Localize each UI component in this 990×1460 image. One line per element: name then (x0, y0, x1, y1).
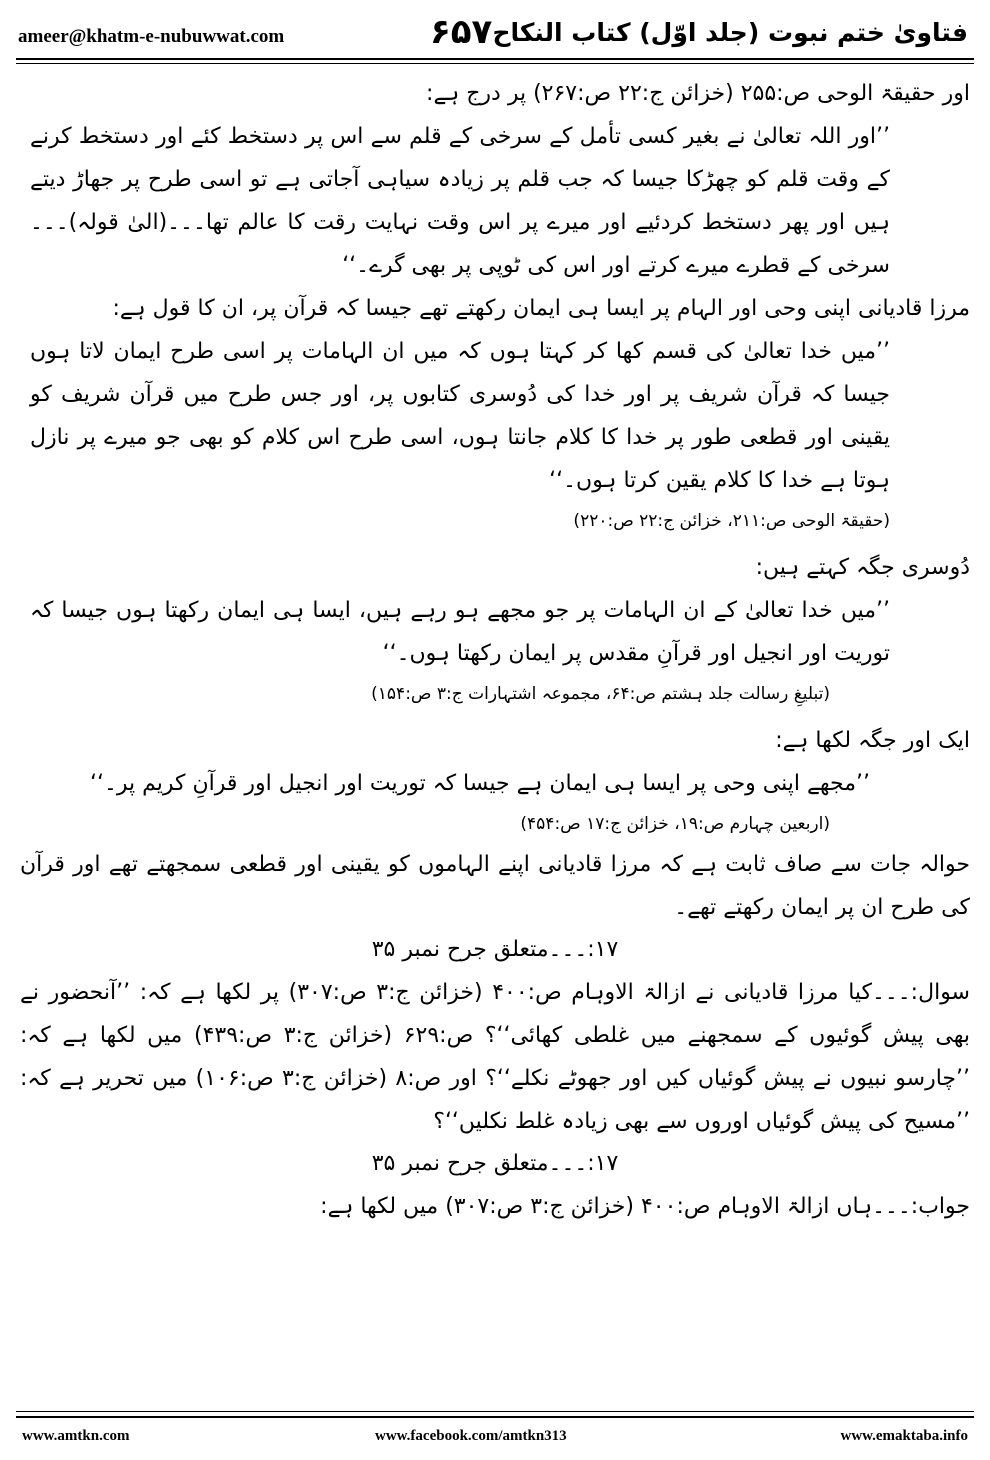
section-heading: ۱۷:۔۔۔متعلق جرح نمبر ۳۵ (371, 937, 619, 962)
footer-link-right[interactable]: www.emaktaba.info (840, 1428, 968, 1444)
header-rule (16, 58, 974, 60)
header-rule-thin (16, 63, 974, 64)
quote-1: ’’اور اللہ تعالیٰ نے بغیر کسی تأمل کے سرخی کے قلم سے اس پر دستخط کئے اور دستخط کرنے کے وقت قلم کو چھڑکا جیسا کہ جب قلم پر زیادہ سیاہی آجاتی ہے تو اسی طرح پر جھاڑ دیتے ہیں اور پھر دستخط کردئیے اور میرے پر اس وقت نہایت رقت کا عالم تھا۔۔۔(الیٰ قولہ)۔۔۔سرخی کے قطرے میرے کرتے اور اس کی ٹوپی پر بھی گرے۔‘‘ (30, 124, 890, 278)
page-body (20, 72, 970, 1402)
question-paragraph: سوال:۔۔۔کیا مرزا قادیانی نے ازالۃ الاوہام ص:۴۰۰ (خزائن ج:۳ ص:۳۰۷) پر لکھا ہے کہ: ’’آنحضور نے بھی پیش گوئیوں کے سمجھنے میں غلطی کھائی‘‘؟ ص:۶۲۹ (خزائن ج:۳ ص:۴۳۹) میں لکھا ہے کہ: ’’چارسو نبیوں نے پیش گوئیاں کیں اور جھوٹے نکلے‘‘؟ اور ص:۸ (خزائن ج:۳ ص:۱۰۶) میں تحریر ہے کہ: ’’مسیح کی پیش گوئیاں اوروں سے بھی زیادہ غلط نکلیں‘‘؟ (20, 980, 971, 1134)
reference-1: (حقیقۃ الوحی ص:۲۱۱، خزائن ج:۲۲ ص:۲۲۰) (573, 511, 890, 531)
conclusion-paragraph: حوالہ جات سے صاف ثابت ہے کہ مرزا قادیانی اپنے الہاموں کو یقینی اور قطعی سمجھتے تھے اور قرآن کی طرح ان پر ایمان رکھتے تھے۔ (20, 852, 970, 920)
intro-line: اور حقیقۃ الوحی ص:۲۵۵ (خزائن ج:۲۲ ص:۲۶۷) پر درج ہے: (426, 81, 970, 106)
footer-link-left[interactable]: www.amtkn.com (22, 1428, 130, 1444)
quote-2: ’’میں خدا تعالیٰ کی قسم کھا کر کہتا ہوں کہ میں ان الہامات پر اسی طرح ایمان لاتا ہوں جیسا کہ قرآن شریف پر اور خدا کی دُوسری کتابوں پر، اور جس طرح میں قرآن شریف کو یقینی اور قطعی طور پر خدا کا کلام جانتا ہوں، اسی طرح اس کلام کو بھی جو میرے پر نازل ہوتا ہے خدا کا کلام یقین کرتا ہوں۔‘‘ (30, 339, 890, 493)
paragraph-3: دُوسری جگہ کہتے ہیں: (755, 555, 970, 580)
answer-paragraph: جواب:۔۔۔ہاں ازالۃ الاوہام ص:۴۰۰ (خزائن ج:۳ ص:۳۰۷) میں لکھا ہے: (320, 1194, 970, 1219)
page-header (0, 0, 990, 62)
footer-rule-thin (16, 1411, 974, 1412)
paragraph-4: ایک اور جگہ لکھا ہے: (775, 728, 970, 753)
reference-3: (اربعین چہارم ص:۱۹، خزائن ج:۱۷ ص:۴۵۴) (520, 814, 830, 834)
reference-2: (تبلیغِ رسالت جلد ہشتم ص:۶۴، مجموعہ اشتہارات ج:۳ ص:۱۵۴) (371, 684, 830, 704)
footer-link-center[interactable]: www.facebook.com/amtkn313 (375, 1428, 567, 1444)
page-number: ۶۵۷ (430, 12, 493, 52)
footer-rule (16, 1416, 974, 1418)
header-email[interactable]: ameer@khatm-e-nubuwwat.com (18, 26, 285, 47)
paragraph-2: مرزا قادیانی اپنی وحی اور الہام پر ایسا ہی ایمان رکھتے تھے جیسا کہ قرآن پر، ان کا قول ہے: (112, 296, 970, 321)
book-title: فتاویٰ ختم نبوت (جلد اوّل) کتاب النکاح (492, 18, 968, 47)
quote-4: ’’مجھے اپنی وحی پر ایسا ہی ایمان ہے جیسا کہ توریت اور انجیل اور قرآنِ کریم پر۔‘‘ (90, 771, 870, 796)
quote-3: ’’میں خدا تعالیٰ کے ان الہامات پر جو مجھے ہو رہے ہیں، ایسا ہی ایمان رکھتا ہوں جیسا کہ توریت اور انجیل اور قرآنِ مقدس پر ایمان رکھتا ہوں۔‘‘ (30, 598, 890, 666)
section-heading-2: ۱۷:۔۔۔متعلق جرح نمبر ۳۵ (371, 1151, 619, 1176)
